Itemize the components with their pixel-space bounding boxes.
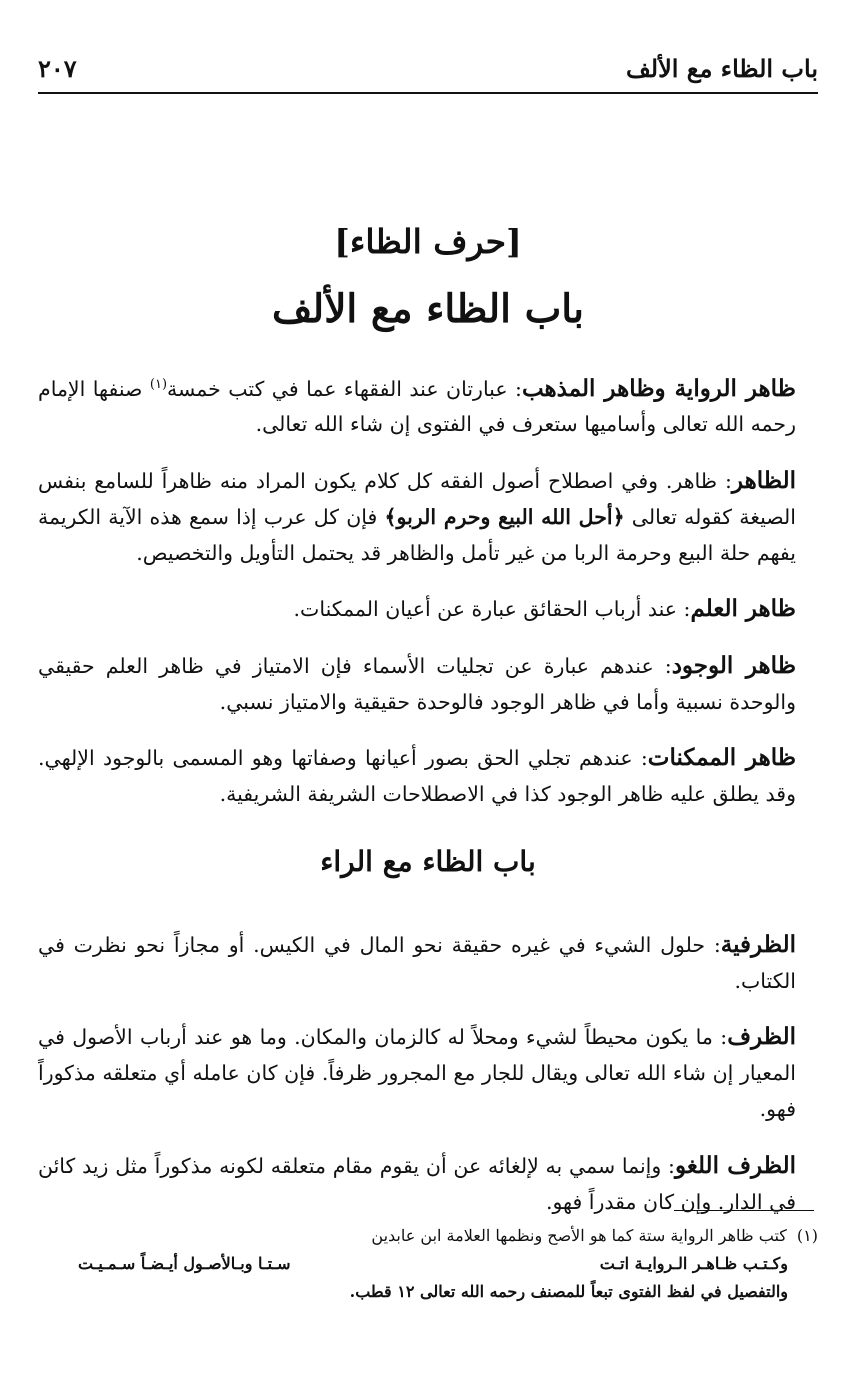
verse-first-hemistich: وكـتـب ظـاهـر الـروايـة اتـت [599,1254,788,1273]
footnote-text: كتب ظاهر الرواية ستة كما هو الأصح ونظمها العلامة ابن عابدين [371,1226,787,1245]
entry-text: : حلول الشيء في غيره حقيقة نحو المال في الكيس. أو مجازاً نحو نظرت في الكتاب. [38,932,796,993]
running-header [38,52,818,94]
footnotes [38,1222,818,1306]
entry-text: : عند أرباب الحقائق عبارة عن أعيان الممكنات. [293,597,691,622]
entry-text: فإن كل عرب إذا سمع هذه الآية الكريمة يفهم حلة البيع وحرمة الربا من غير تأمل والظاهر قد يحتمل التأويل والتخصيص. [38,504,796,565]
entry-term: ظاهر العلم [690,595,796,623]
entry-text: : وإنما سمي به لإلغائه عن أن يقوم مقام متعلقه لكونه مذكوراً مثل زيد كائن في الدار. وإن كان مقدراً فهو. [38,1153,796,1214]
entry [38,740,818,812]
entry [38,927,818,999]
entry-text: : عندهم تجلي الحق بصور أعيانها وصفاتها وهو المسمى بالوجود الإلهي. وقد يطلق عليه ظاهر الوجود كذا في الاصطلاحات الشريفة الشريفية. [38,746,796,807]
entry-text: : عندهم عبارة عن تجليات الأسماء فإن الامتياز في ظاهر العلم حقيقي والوحدة نسبية وأما في ظاهر الوجود فالوحدة حقيقية والامتياز نسبي. [38,653,796,714]
entry-term: الظرف [727,1023,796,1050]
entry-term: ظاهر الوجود [671,651,796,679]
entry-term: الظاهر [731,466,796,494]
footnote-verse [38,1250,818,1278]
entries-ra [38,906,818,1232]
entry-term: الظرفية [720,930,796,958]
entry-text: : عبارتان عند الفقهاء عما في كتب خمسة [167,376,522,401]
entry-term: ظاهر الممكنات [647,744,797,772]
letter-title: [حرف الظاء] [334,222,522,261]
footnote-ref[interactable]: (١) [149,376,168,392]
entry-text: صنفها الإمام رحمه الله تعالى وأساميها ستعرف في الفتوى إن شاء الله تعالى. [38,376,796,437]
entry-text: : ظاهر. وفي اصطلاح أصول الفقه كل كلام يكون المراد منه ظاهراً للسامع بنفس الصيغة كقوله تعالى [38,468,796,529]
chapter-title: باب الظاء مع الألف [271,286,585,332]
entry [38,1019,818,1127]
entry [38,591,818,627]
page-number: ٢٠٧ [38,54,77,83]
running-title: باب الظاء مع الألف [625,54,818,83]
quran-quote: ﴿أحل الله البيع وحرم الربو﴾ [384,504,625,529]
entry [38,463,818,571]
section-title: باب الظاء مع الراء [320,845,536,878]
footnote-line: والتفصيل في لفظ الفتوى تبعاً للمصنف رحمه الله تعالى ١٢ قطب. [349,1282,788,1301]
verse-second-hemistich: سـتـا وبـالأصـول أيـضـاً سـمـيـت [78,1254,291,1273]
footnote-number: (١) [796,1226,818,1245]
entry [38,367,818,443]
entry-term: الظرف اللغو [674,1151,797,1179]
entry-term: ظاهر الرواية وظاهر المذهب [521,374,796,402]
entry [38,648,818,720]
entry [38,1148,818,1220]
footnote-divider [674,1210,814,1211]
footnote-line [38,1222,818,1250]
entry-text: : ما يكون محيطاً لشيء ومحلاً له كالزمان والمكان. وما هو عند أرباب الأصول في المعيار إن شاء الله تعالى ويقال للجار مع المجرور ظرفاً. فإن كان عامله أي متعلقه مذكوراً فهو. [38,1025,796,1121]
entries-alif [38,346,818,824]
